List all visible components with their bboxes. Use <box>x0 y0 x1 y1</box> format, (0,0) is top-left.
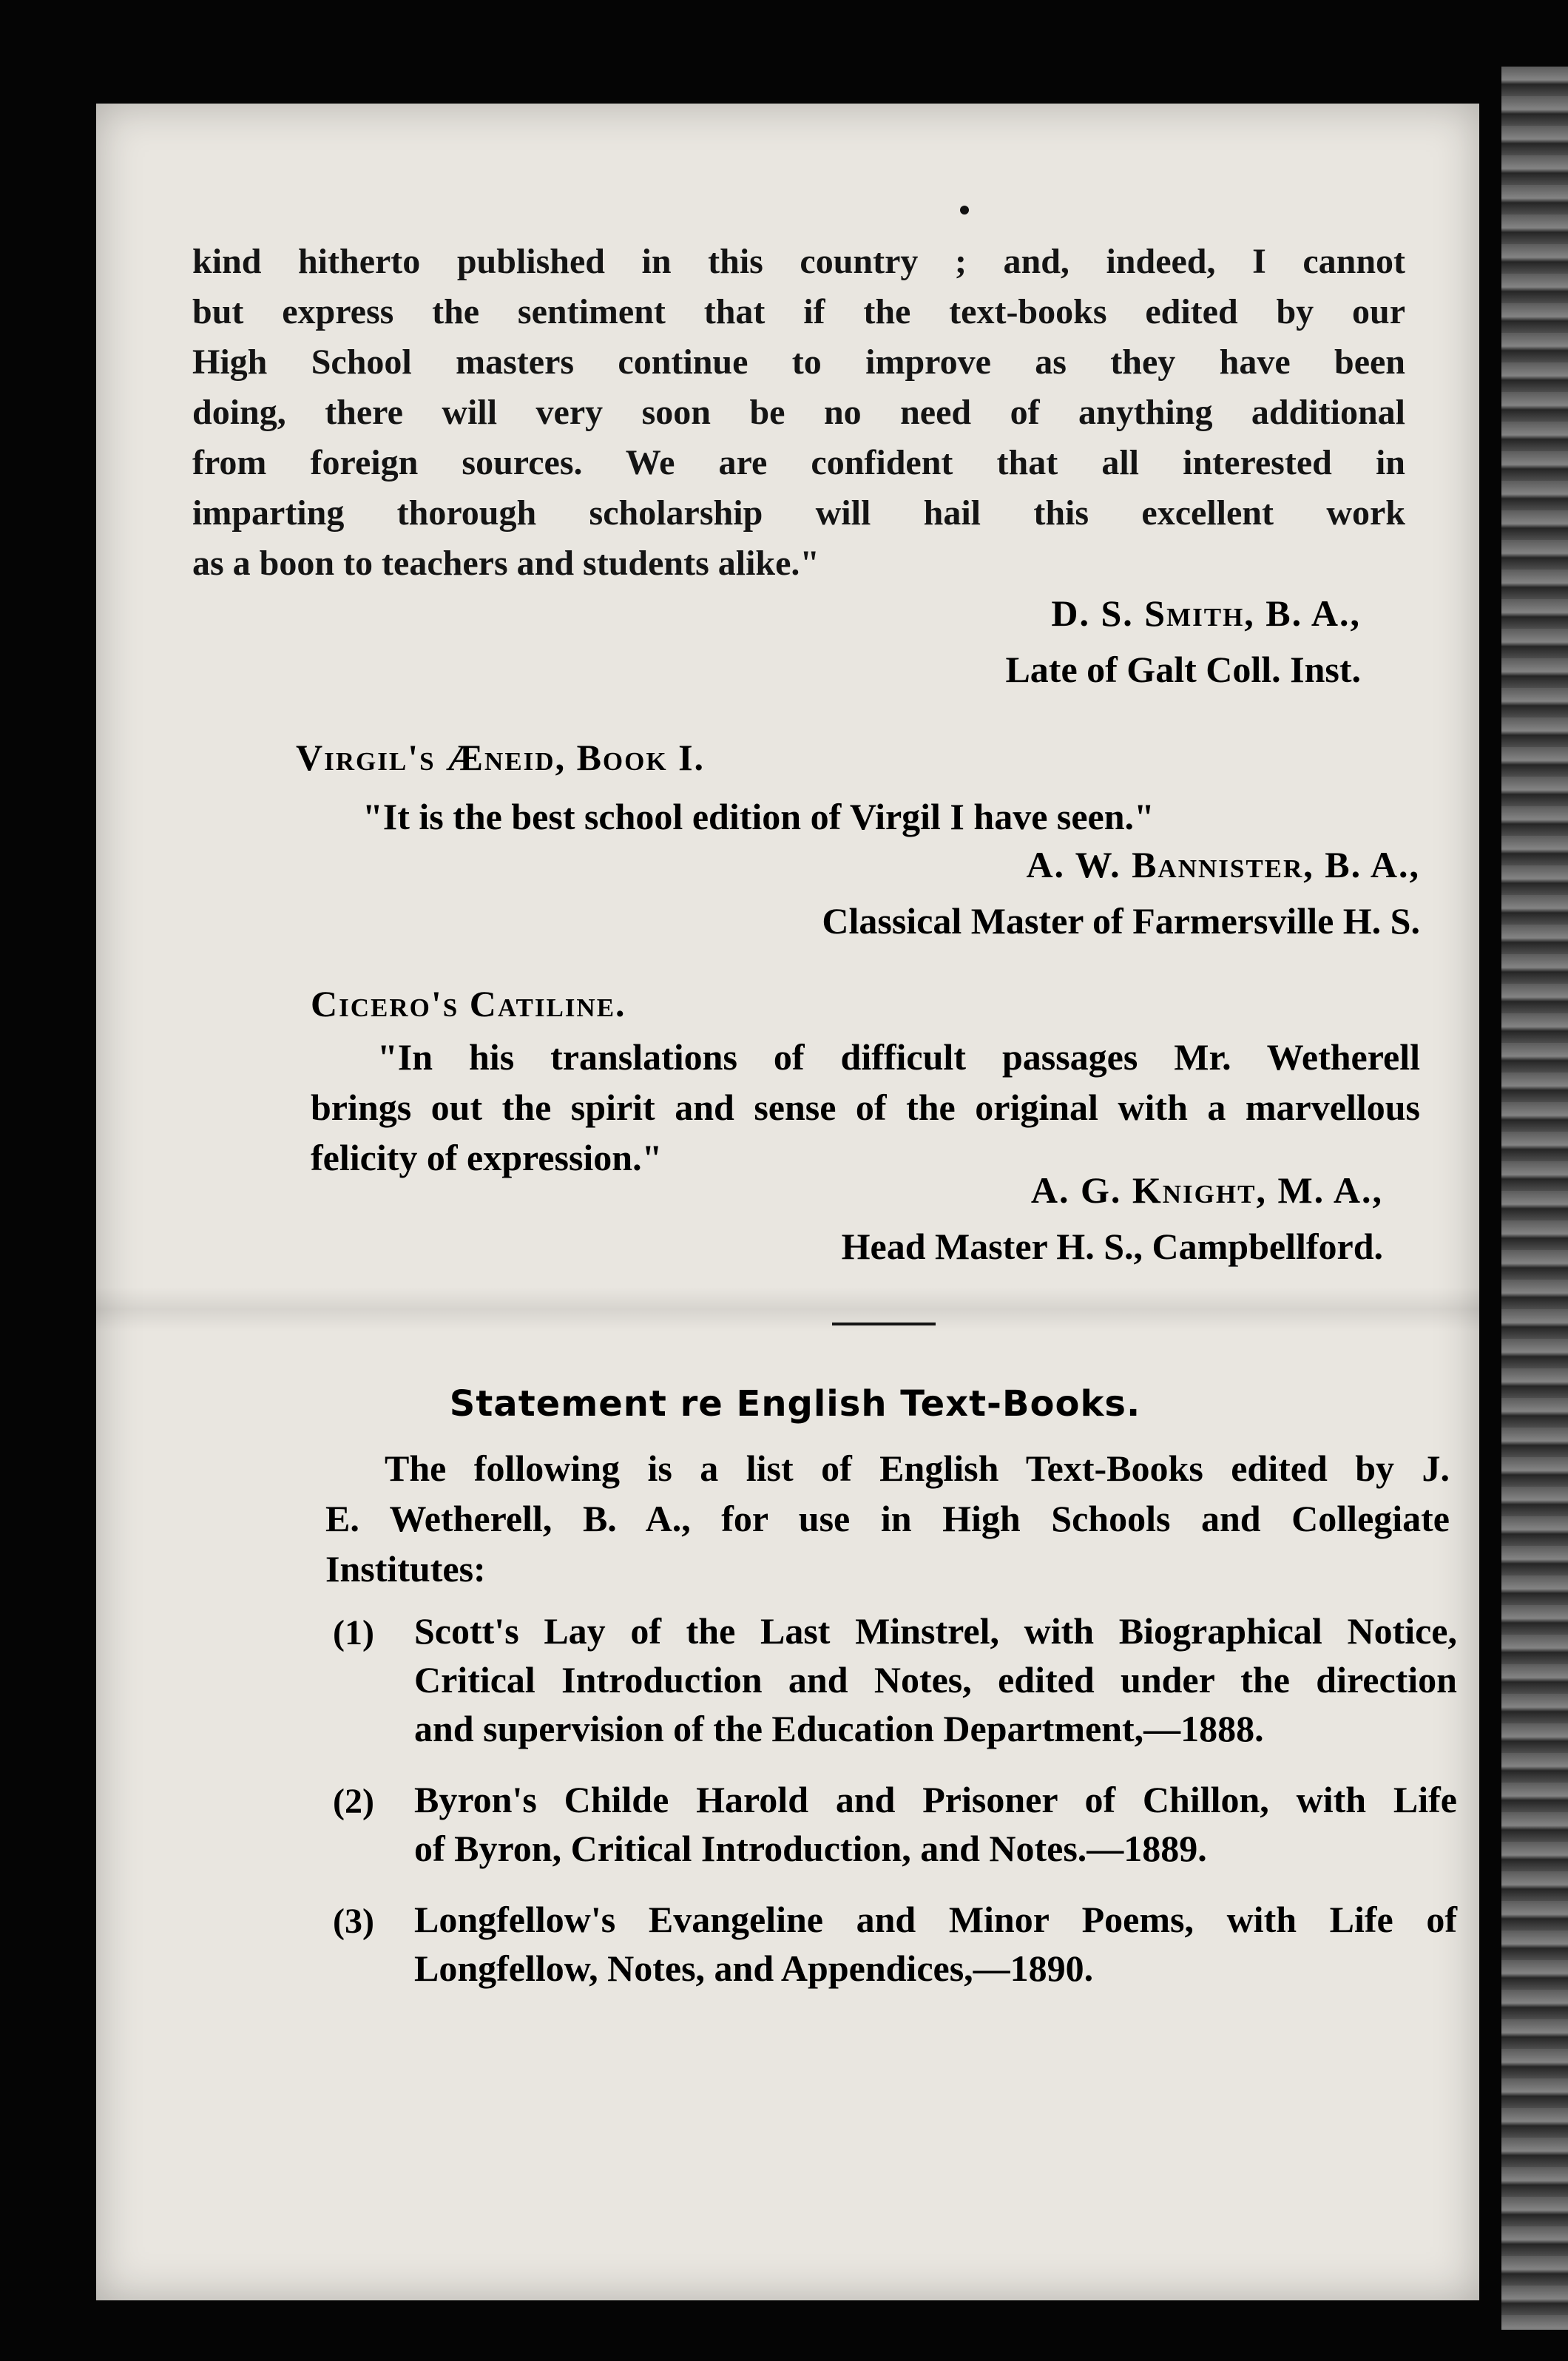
textbook-list <box>333 1612 1457 2021</box>
item-line: of Byron, Critical Introduction, and Notes.—1889. <box>414 1828 1207 1869</box>
signature-name: A. W. Bannister, B. A., <box>1026 844 1420 885</box>
quote-line: felicity of expression." <box>311 1137 663 1178</box>
book-heading: Cicero's Catiline. <box>311 983 626 1024</box>
item-line: Critical Introduction and Notes, edited under the direction <box>414 1659 1457 1700</box>
signature-name: A. G. Knight, M. A., <box>1030 1169 1383 1211</box>
quote-line: brings out the spirit and sense of the original with a marvellous <box>311 1087 1420 1128</box>
list-item <box>333 1612 1457 1759</box>
item-line: Scott's Lay of the Last Minstrel, with Biographical Notice, <box>414 1610 1457 1652</box>
adjacent-page-edge <box>1501 67 1568 2330</box>
item-line: and supervision of the Education Department,—1888. <box>414 1708 1264 1749</box>
paragraph-line: imparting thorough scholarship will hail this excellent work <box>192 493 1405 533</box>
intro-line: Institutes: <box>325 1548 486 1590</box>
testimonial-quote: "It is the best school edition of Virgil I have seen." <box>362 796 1155 837</box>
testimonial-paragraph <box>192 244 1405 596</box>
item-line: Longfellow, Notes, and Appendices,—1890. <box>414 1948 1094 1989</box>
paragraph-line: as a boon to teachers and students alike." <box>192 544 820 583</box>
signature-smith <box>192 592 1361 691</box>
item-number: (1) <box>333 1613 374 1652</box>
book-heading: Virgil's Æneid, Book I. <box>296 737 706 778</box>
paragraph-line: from foreign sources. We are confident that all interested in <box>192 443 1405 482</box>
signature-knight <box>311 1169 1383 1268</box>
statement-intro <box>325 1450 1450 1601</box>
paragraph-line: doing, there will very soon be no need of anything additional <box>192 393 1405 432</box>
statement-heading: Statement re English Text-Books. <box>449 1383 1141 1425</box>
virgil-section <box>296 736 1435 838</box>
paragraph-line: kind hitherto published in this country ; and, indeed, I cannot <box>192 242 1405 281</box>
paragraph-line: High School masters continue to improve as they have been <box>192 342 1405 382</box>
signature-title: Late of Galt Coll. Inst. <box>1005 649 1361 690</box>
signature-title: Head Master H. S., Campbellford. <box>841 1226 1383 1267</box>
signature-title: Classical Master of Farmersville H. S. <box>822 900 1420 942</box>
ink-dot <box>960 206 969 215</box>
section-divider <box>832 1323 936 1325</box>
item-number: (3) <box>333 1902 374 1941</box>
item-line: Byron's Childe Harold and Prisoner of Chillon, with Life <box>414 1779 1457 1820</box>
signature-name: D. S. Smith, B. A., <box>1051 592 1361 634</box>
cicero-section <box>311 982 1420 1176</box>
signature-bannister <box>296 843 1420 942</box>
item-number: (2) <box>333 1782 374 1821</box>
paragraph-line: but express the sentiment that if the text-books edited by our <box>192 292 1405 331</box>
list-item <box>333 1901 1457 1999</box>
list-item <box>333 1781 1457 1879</box>
item-line: Longfellow's Evangeline and Minor Poems, with Life of <box>414 1899 1457 1940</box>
quote-line: "In his translations of difficult passages Mr. Wetherell <box>377 1036 1420 1078</box>
intro-line: The following is a list of English Text-Books edited by J. <box>385 1448 1450 1489</box>
intro-line: E. Wetherell, B. A., for use in High Schools and Collegiate <box>325 1498 1450 1539</box>
